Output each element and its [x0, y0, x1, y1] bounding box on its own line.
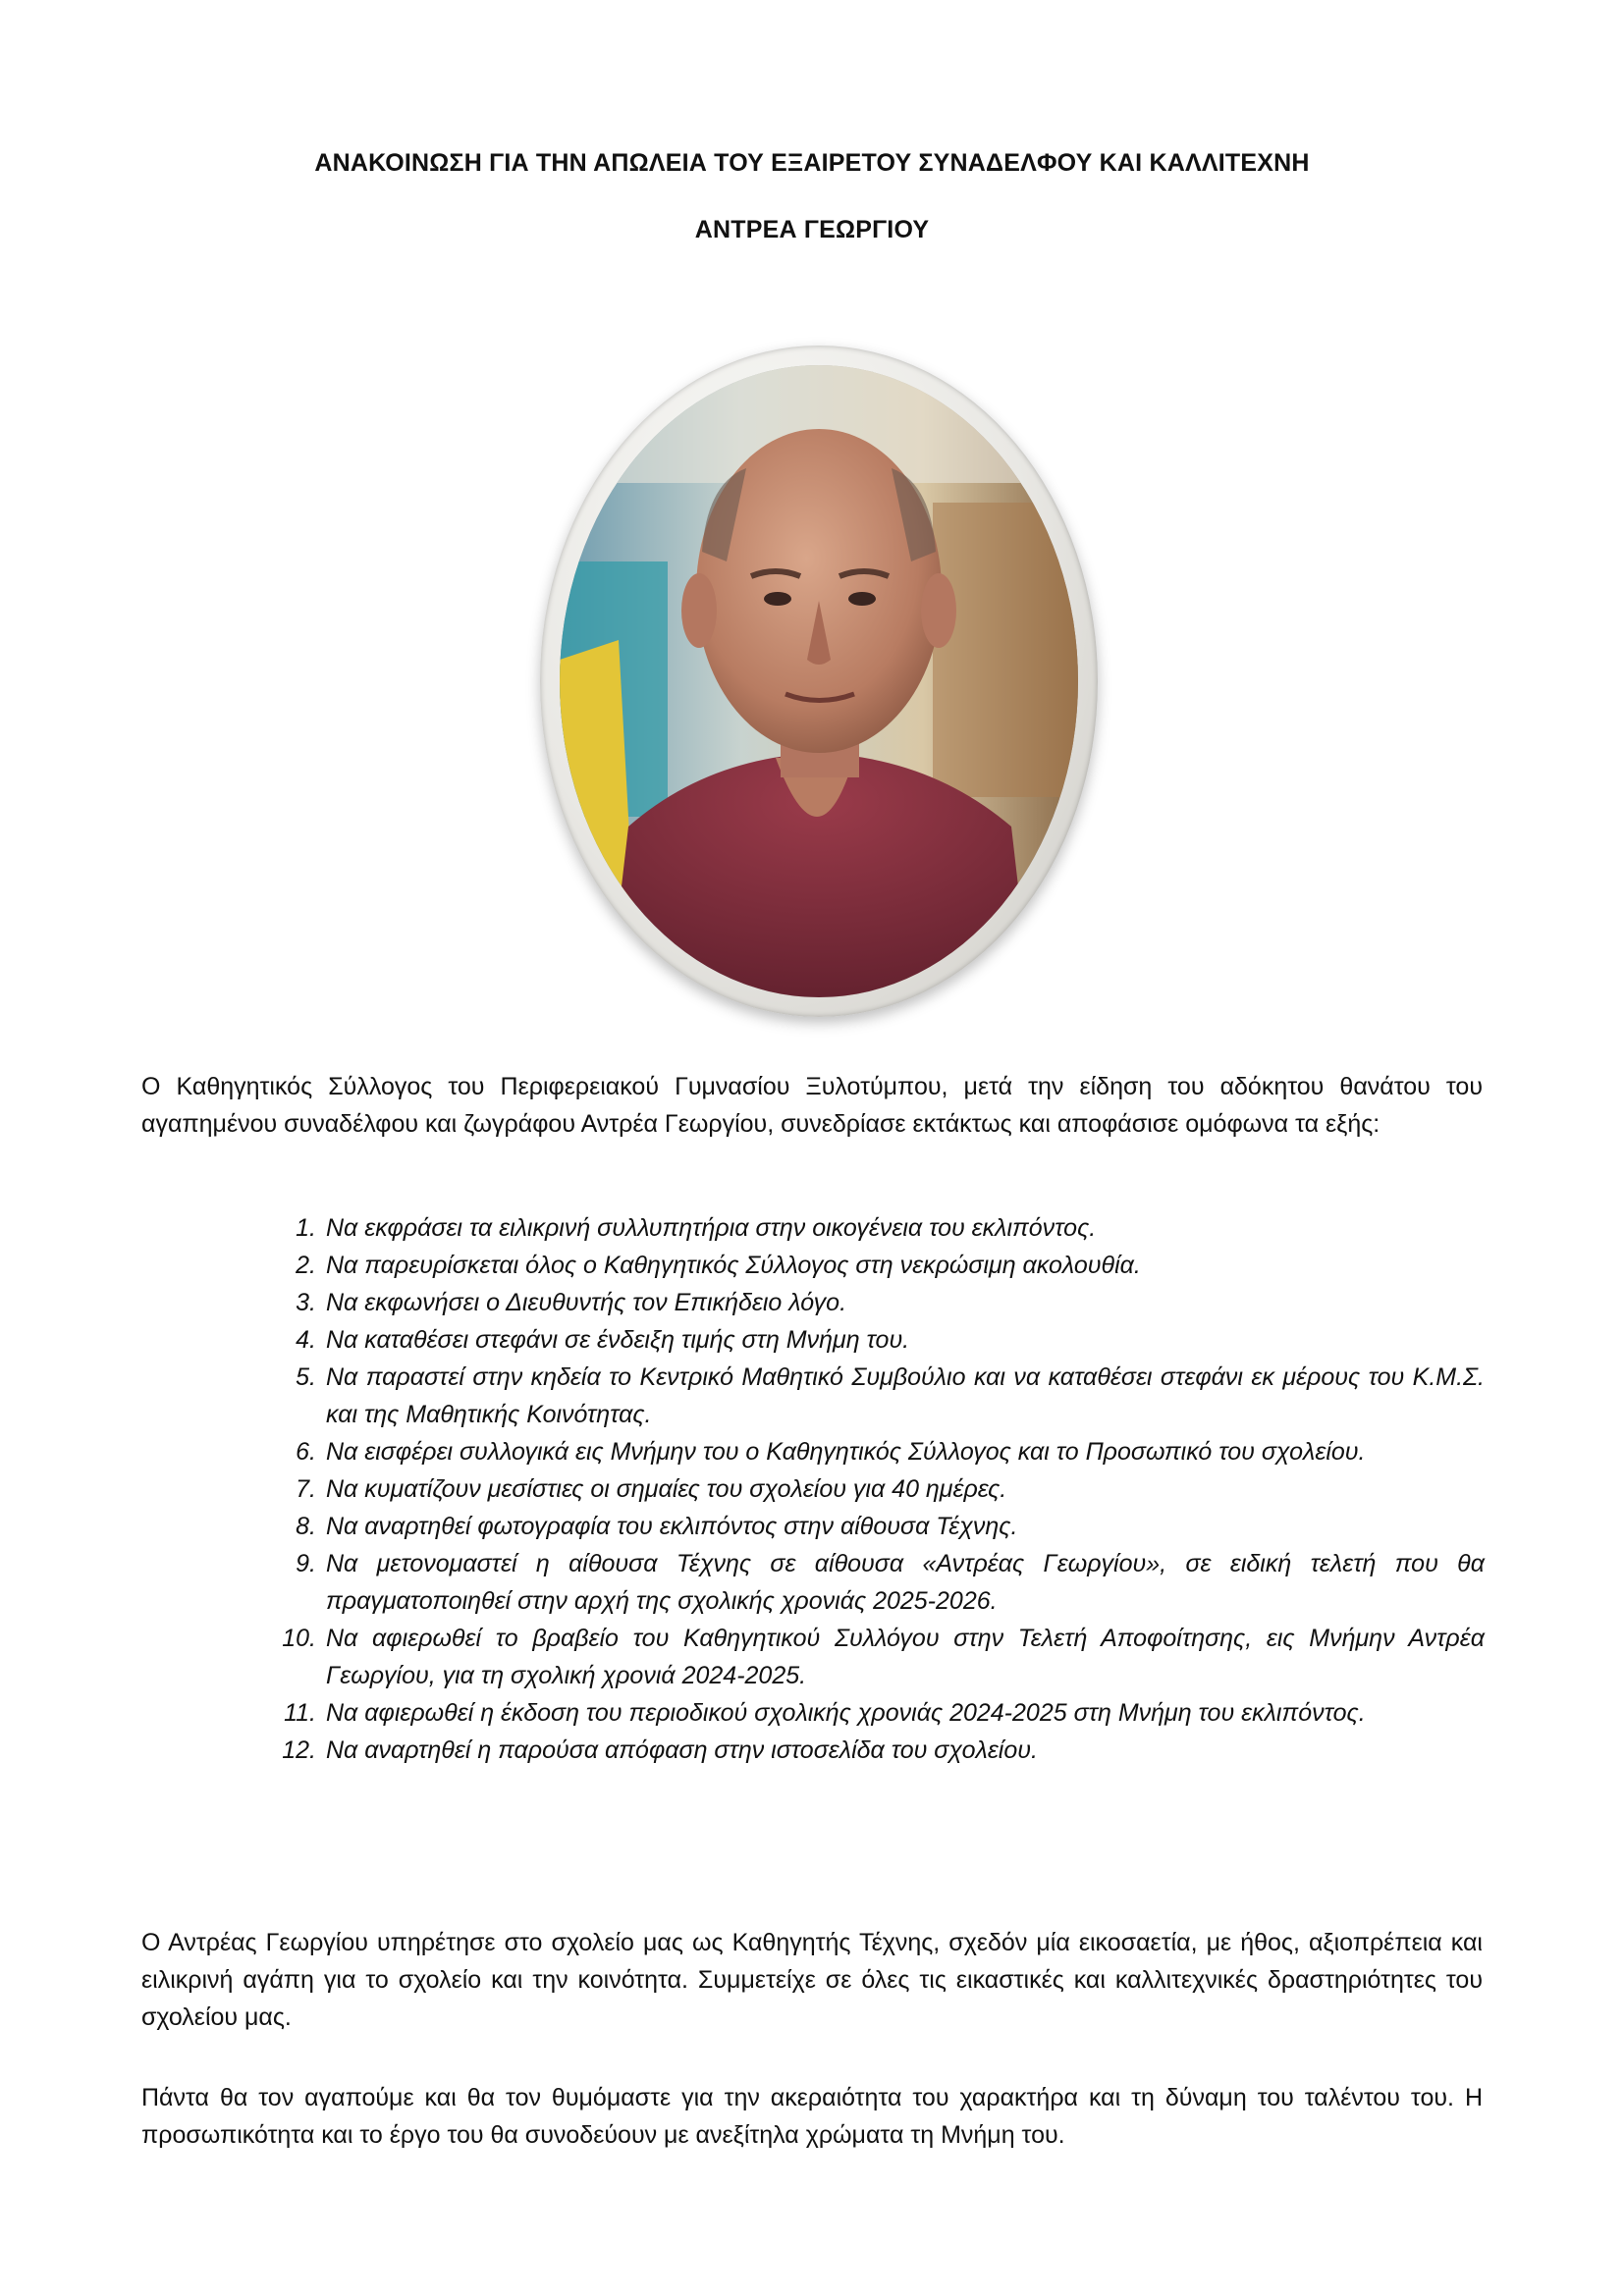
intro-paragraph: Ο Καθηγητικός Σύλλογος του Περιφερειακού Γυμνασίου Ξυλοτύμπου, μετά την είδηση του αδόκητου θανάτου του αγαπημένου συναδέλφου και ζωγράφου Αντρέα Γεωργίου, συνεδρίασε εκτάκτως και αποφάσισε ομόφωνα τα εξής: — [141, 1073, 1483, 1138]
list-item — [267, 1284, 1485, 1321]
list-item — [267, 1732, 1485, 1769]
list-item — [267, 1359, 1485, 1433]
portrait-frame — [540, 346, 1098, 1017]
list-item — [267, 1321, 1485, 1359]
item-text: Να αφιερωθεί η έκδοση του περιοδικού σχολικής χρονιάς 2024-2025 στη Μνήμη του εκλιπόντος. — [326, 1699, 1366, 1727]
item-text: Να αφιερωθεί το βραβείο του Καθηγητικού Συλλόγου στην Τελετή Αποφοίτησης, εις Μνήμην Αντρέα Γεωργίου, για τη σχολική χρονιά 2024-2025. — [326, 1625, 1485, 1689]
item-number: 7. — [296, 1475, 316, 1503]
item-number: 12. — [282, 1736, 316, 1764]
list-item — [267, 1209, 1485, 1247]
item-number: 3. — [296, 1289, 316, 1316]
list-item — [267, 1433, 1485, 1470]
item-number: 6. — [296, 1438, 316, 1466]
item-text: Να εισφέρει συλλογικά εις Μνήμην του ο Καθηγητικός Σύλλογος και το Προσωπικό του σχολείου. — [326, 1438, 1366, 1466]
list-item — [267, 1508, 1485, 1545]
item-number: 2. — [296, 1252, 316, 1279]
title-line-1: ΑΝΑΚΟΙΝΩΣΗ ΓΙΑ ΤΗΝ ΑΠΩΛΕΙΑ ΤΟΥ ΕΞΑΙΡΕΤΟΥ ΣΥΝΑΔΕΛΦΟΥ ΚΑΙ ΚΑΛΛΙΤΕΧΝΗ — [314, 149, 1310, 177]
item-text: Να κυματίζουν μεσίστιες οι σημαίες του σχολείου για 40 ημέρες. — [326, 1475, 1007, 1503]
list-item — [267, 1470, 1485, 1508]
item-number: 10. — [282, 1625, 316, 1652]
decisions-list — [267, 1209, 1485, 1769]
list-item — [267, 1247, 1485, 1284]
item-text: Να εκφωνήσει ο Διευθυντής τον Επικήδειο λόγο. — [326, 1289, 847, 1316]
item-number: 4. — [296, 1326, 316, 1354]
item-number: 9. — [296, 1550, 316, 1577]
item-text: Να παρευρίσκεται όλος ο Καθηγητικός Σύλλογος στη νεκρώσιμη ακολουθία. — [326, 1252, 1141, 1279]
portrait-photo — [560, 365, 1078, 997]
list-item — [267, 1620, 1485, 1694]
list-item — [267, 1545, 1485, 1620]
closing-paragraph-2: Πάντα θα τον αγαπούμε και θα τον θυμόμαστε για την ακεραιότητα του χαρακτήρα και τη δύναμη του ταλέντου του. Η προσωπικότητα και το έργο του θα συνοδεύουν με ανεξίτηλα χρώματα τη Μνήμη του. — [141, 2084, 1483, 2149]
list-item — [267, 1694, 1485, 1732]
item-text: Να παραστεί στην κηδεία το Κεντρικό Μαθητικό Συμβούλιο και να καταθέσει στεφάνι εκ μέρους του Κ.Μ.Σ. και της Μαθητικής Κοινότητας. — [326, 1363, 1485, 1428]
item-text: Να μετονομαστεί η αίθουσα Τέχνης σε αίθουσα «Αντρέας Γεωργίου», σε ειδική τελετή που θα πραγματοποιηθεί στην αρχή της σχολικής χρονιάς 2025-2026. — [326, 1550, 1485, 1615]
title-line-2: ΑΝΤΡΕΑ ΓΕΩΡΓΙΟΥ — [694, 216, 930, 243]
item-text: Να καταθέσει στεφάνι σε ένδειξη τιμής στη Μνήμη του. — [326, 1326, 910, 1354]
item-number: 8. — [296, 1513, 316, 1540]
item-text: Να εκφράσει τα ειλικρινή συλλυπητήρια στην οικογένεια του εκλιπόντος. — [326, 1214, 1097, 1242]
closing-paragraph-1: Ο Αντρέας Γεωργίου υπηρέτησε στο σχολείο μας ως Καθηγητής Τέχνης, σχεδόν μία εικοσαετία, με ήθος, αξιοπρέπεια και ειλικρινή αγάπη για το σχολείο και την κοινότητα. Συμμετείχε σε όλες τις εικαστικές και καλλιτεχνικές δραστηριότητες του σχολείου μας. — [141, 1929, 1483, 2031]
item-number: 5. — [296, 1363, 316, 1391]
item-text: Να αναρτηθεί η παρούσα απόφαση στην ιστοσελίδα του σχολείου. — [326, 1736, 1038, 1764]
item-text: Να αναρτηθεί φωτογραφία του εκλιπόντος στην αίθουσα Τέχνης. — [326, 1513, 1018, 1540]
item-number: 1. — [296, 1214, 316, 1242]
item-number: 11. — [284, 1699, 316, 1727]
